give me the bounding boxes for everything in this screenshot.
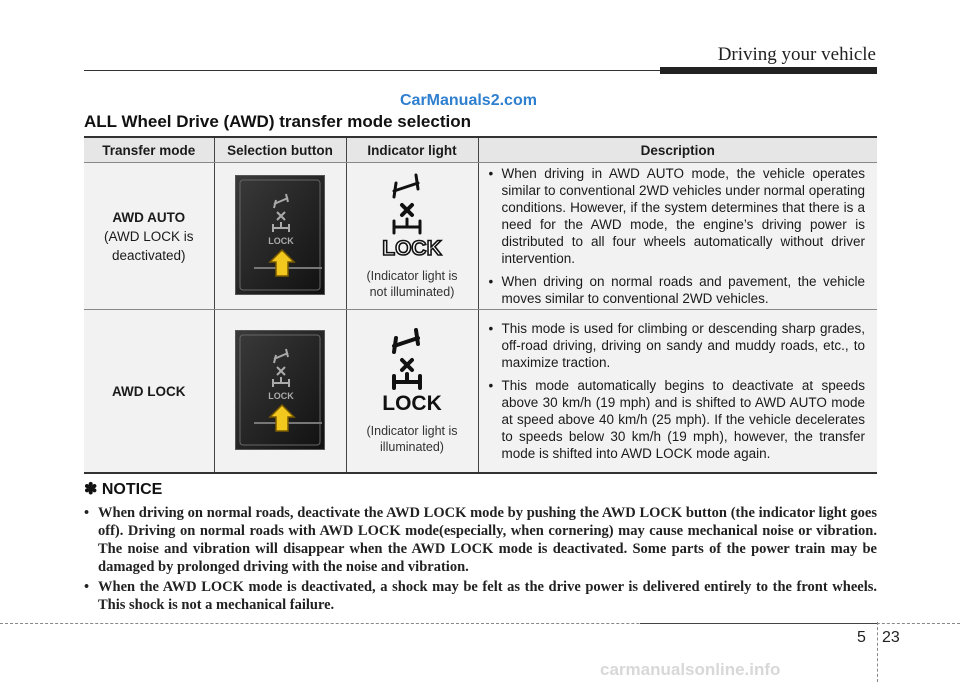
column-header: Selection button [214,137,346,163]
table-row [84,163,877,310]
list-item: • When driving on normal roads and pavement, the vehicle moves similar to conventional 2WD vehicles. [489,273,866,307]
column-header: Description [478,137,877,163]
footer-rule-accent [640,623,877,624]
mode-name: AWD AUTO [112,209,186,225]
list-item: • This mode is used for climbing or descending sharp grades, off-road driving, driving on sandy and muddy roads, etc., to maximize traction. [489,320,866,371]
description-cell [478,163,877,310]
chapter-number: 5 [857,629,866,646]
list-item: • When driving in AWD AUTO mode, the vehicle operates similar to conventional 2WD vehicles under normal operating conditions. However, if the system determines that there is a need for the AWD mode, the engine’s driving power is distributed to all four wheels automatically without driver intervention. [489,165,866,267]
transfer-mode-cell [84,310,214,474]
mode-note: (AWD LOCK is [103,228,194,244]
page-number: 23 [882,629,900,646]
list-item: • When the AWD LOCK mode is deactivated, a shock may be felt as the drive power is delivered entirely to the front wheels. This shock is not a mechanical failure. [84,578,877,614]
header-rule-accent [660,67,877,74]
notice-symbol-icon: ✽ [84,481,98,498]
description-cell [478,310,877,474]
mode-name: AWD LOCK [112,383,186,399]
table-row [84,310,877,474]
indicator-light-cell [346,163,478,310]
transfer-mode-cell [84,163,214,310]
indicator-caption: (Indicator light is [366,268,458,283]
selection-button-cell [214,310,346,474]
notice-list [84,504,877,616]
header-section-title: Driving your vehicle [717,44,876,65]
description-list [479,165,878,307]
indicator-lock-text: LOCK [382,391,442,415]
header-rule [84,70,664,71]
section-title: ALL Wheel Drive (AWD) transfer mode selection [84,112,471,131]
awd-lock-button-photo [235,330,325,450]
column-header: Transfer mode [84,137,214,163]
awd-lock-button-photo [235,175,325,295]
list-item: • When driving on normal roads, deactivate the AWD LOCK mode by pushing the AWD LOCK button (the indicator light goes off). Driving on normal roads with AWD LOCK mode(especially, when cornering) may cause mechanical noise or vibration. The noise and vibration will disappear when the AWD LOCK mode is deactivated. Some parts of the power train may be damaged by prolonged driving with the noise and vibration. [84,504,877,576]
selection-button-cell [214,163,346,310]
mode-note: deactivated) [111,247,186,263]
button-lock-label: LOCK [268,391,294,401]
watermark-top: CarManuals2.com [400,92,537,109]
table-header-row [84,137,877,163]
button-lock-label: LOCK [268,236,294,246]
notice-title: NOTICE [101,481,163,498]
awd-lock-button-image [236,331,324,449]
watermark-bottom: carmanualsonline.info [600,660,781,679]
transfer-mode-table [84,136,877,474]
page-number-separator [877,622,878,682]
notice-heading [84,479,162,499]
awd-lock-indicator-filled-icon [372,328,452,416]
indicator-lock-text: LOCK [382,236,442,260]
list-item: • This mode automatically begins to deactivate at speeds above 30 km/h (19 mph) and is shifted to AWD AUTO mode at speed above 40 km/h (25 mph). If the vehicle decelerates to speeds below 30 km/h (19 mph), however, the transfer mode is shifted into AWD LOCK mode again. [489,377,866,462]
indicator-caption: illuminated) [380,439,444,454]
awd-lock-button-image [236,176,324,294]
column-header: Indicator light [346,137,478,163]
awd-lock-indicator-outline-icon [372,173,452,261]
description-list [479,320,878,462]
indicator-caption: (Indicator light is [366,423,458,438]
indicator-caption: not illuminated) [369,284,455,299]
indicator-light-cell [346,310,478,474]
